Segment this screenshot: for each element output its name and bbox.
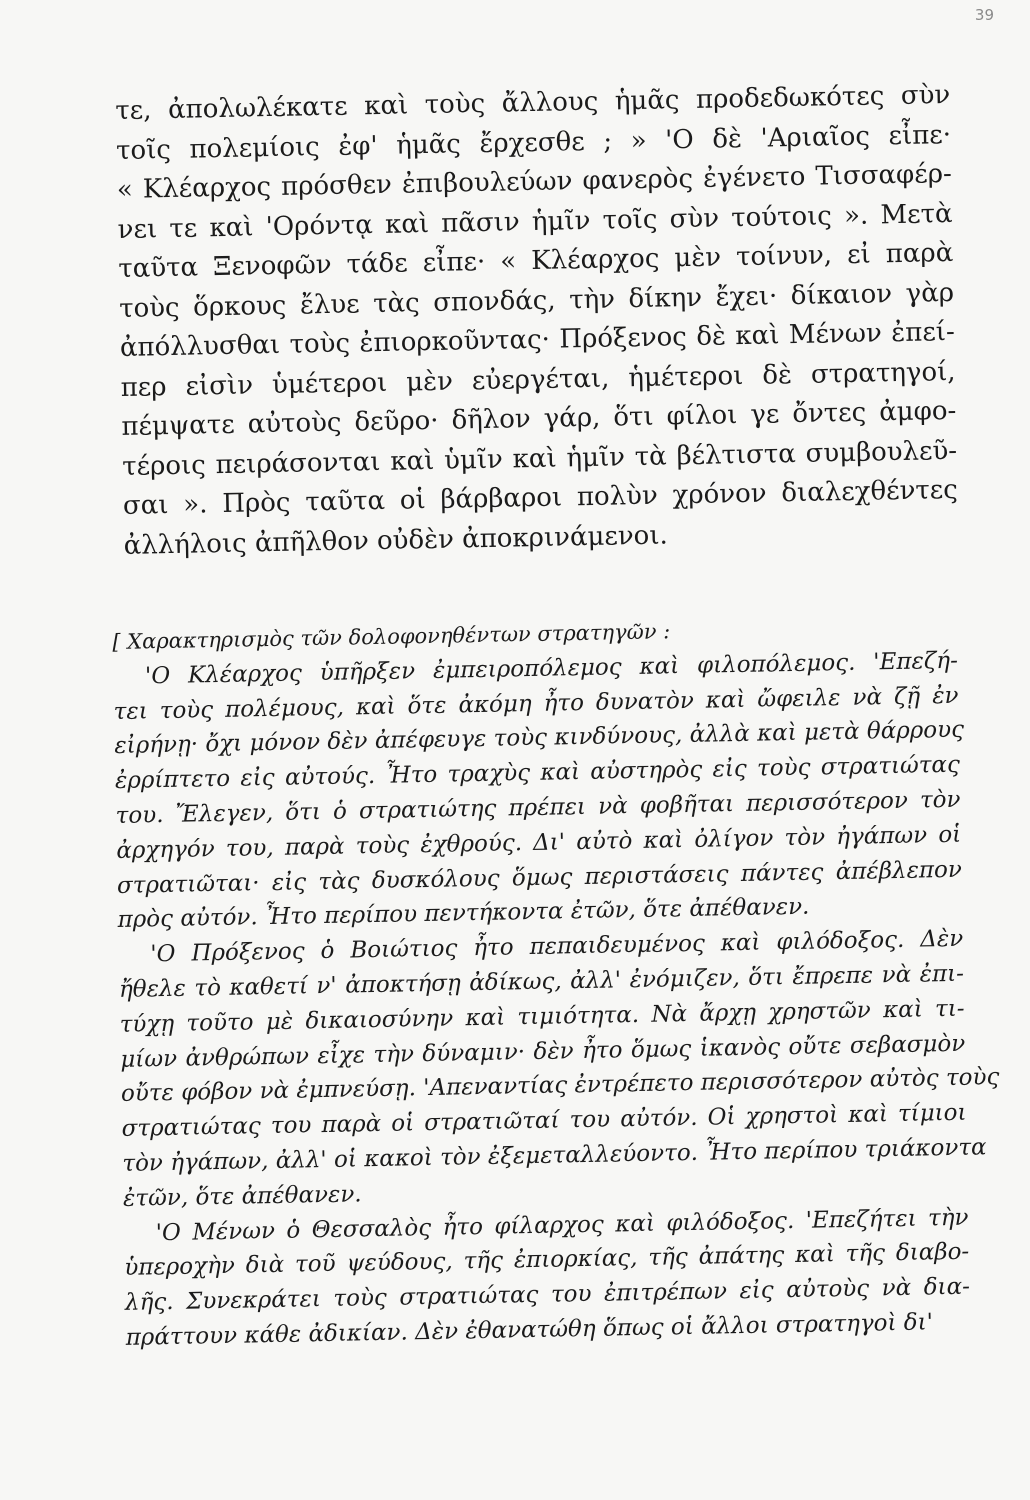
main-text-line: « Κλέαρχος πρόσθεν ἐπιβουλεύων φανερὸς ἐγένετο Τισσαφέρ- [116,158,953,205]
notes-line: 'Ο Μένων ὁ Θεσσαλὸς ἦτο φίλαρχος καὶ φιλόδοξος. 'Επεζήτει τὴν [155,1204,969,1246]
notes-section [112,609,1000,1356]
main-text-line: τοὺς ὅρκους ἔλυε τὰς σπονδάς, τὴν δίκην ἔχει· δίκαιον γὰρ [118,277,955,324]
main-text-line: περ εἰσὶν ὑμέτεροι μὲν εὐεργέται, ἡμέτεροι δὲ στρατηγοί, [120,356,956,403]
notes-line: 'Ο Πρόξενος ὁ Βοιώτιος ἦτο πεπαιδευμένος καὶ φιλόδοξος. Δὲν [150,925,964,968]
main-text-line: ἀπόλλυσθαι τοὺς ἐπιορκοῦντας· Πρόξενος δὲ καὶ Μένων ἐπεί- [119,316,956,363]
notes-line: τει τοὺς πολέμους, καὶ ὅτε ἀκόμη ἦτο δυνατὸν καὶ ὤφειλε νὰ ζῇ ἐν [113,682,959,725]
notes-line: στρατιῶται· εἰς τὰς δυσκόλους ὅμως περιστάσεις πάντες ἀπέβλεπον [116,856,963,899]
notes-line: οὔτε φόβον νὰ ἐμπνεύσῃ. 'Απεναντίας ἐντρέπετο περισσότερον αὐτὸς τοὺς [120,1064,1000,1108]
notes-line: ἀρχηγόν του, παρὰ τοὺς ἐχθρούς. Δι' αὐτὸ καὶ ὀλίγον τὸν ἠγάπων οἱ [116,821,962,864]
notes-line: λῆς. Συνεκράτει τοὺς στρατιώτας του ἐπιτρέπων εἰς αὐτοὺς νὰ δια- [124,1273,971,1317]
notes-line: ἤθελε τὸ καθετί ν' ἀποκτήσῃ ἀδίκως, ἀλλ' ἐνόμιζεν, ὅτι ἔπρεπε νὰ ἐπι- [118,960,965,1003]
notes-line: τύχῃ τοῦτο μὲ δικαιοσύνην καὶ τιμιότητα. Νὰ ἄρχῃ χρηστῶν καὶ τι- [119,995,965,1038]
notes-line: τὸν ἠγάπων, ἀλλ' οἱ κακοὶ τὸν ἐξεμεταλλεύοντο. Ἦτο περίπου τριάκοντα [122,1134,987,1177]
notes-heading: [ Χαρακτηρισμὸς τῶν δολοφονηθέντων στρατηγῶν : [112,619,671,654]
notes-line: ἐρρίπτετο εἰς αὐτούς. Ἦτο τραχὺς καὶ αὐστηρὸς εἰς τοὺς στρατιώτας [114,751,961,795]
notes-line: στρατιώτας του παρὰ οἱ στρατιῶταί του αὐτόν. Οἱ χρηστοὶ καὶ τίμιοι [121,1099,967,1143]
notes-line: ἐτῶν, ὅτε ἀπέθανεν. [122,1181,362,1212]
main-text-line: σαι ». Πρὸς ταῦτα οἱ βάρβαροι πολὺν χρόνον διαλεχθέντες [122,474,959,521]
main-text-line: τοῖς πολεμίοις ἐφ' ἡμᾶς ἔρχεσθε ; » 'Ο δὲ 'Αριαῖος εἶπε· [115,119,952,166]
main-text-line: πέμψατε αὐτοὺς δεῦρο· δῆλον γάρ, ὅτι φίλοι γε ὄντες ἀμφο- [121,395,957,442]
notes-line: πρὸς αὐτόν. Ἦτο περίπου πεντήκοντα ἐτῶν, ὅτε ἀπέθανεν. [117,894,810,934]
page-number: 39 [974,6,994,24]
main-text-line: ἀλλήλοις ἀπῆλθον οὐδὲν ἀποκρινάμενοι. [123,519,669,561]
main-text-line: τε, ἀπολωλέκατε καὶ τοὺς ἄλλους ἡμᾶς προδεδωκότες σὺν [115,79,951,126]
main-text-line: ταῦτα Ξενοφῶν τάδε εἶπε· « Κλέαρχος μὲν τοίνυν, εἰ παρὰ [118,237,954,284]
notes-line: μίων ἀνθρώπων εἶχε τὴν δύναμιν· δὲν ἦτο ὅμως ἱκανὸς οὔτε σεβασμὸν [120,1030,966,1073]
notes-line: εἰρήνῃ· ὄχι μόνον δὲν ἀπέφευγε τοὺς κινδύνους, ἀλλὰ καὶ μετὰ θάρρους [114,717,965,760]
notes-line: πράττουν κάθε ἀδικίαν. Δὲν ἐθανατώθη ὅπως οἱ ἄλλοι στρατηγοὶ δι' [125,1309,934,1351]
main-text-line: νει τε καὶ 'Ορόντᾳ καὶ πᾶσιν ἡμῖν τοῖς σὺν τούτοις ». Μετὰ [117,198,953,245]
main-text-line: τέροις πειράσονται καὶ ὑμῖν καὶ ἡμῖν τὰ βέλτιστα συμβουλεῦ- [121,435,958,482]
notes-line: ὑπεροχὴν διὰ τοῦ ψεύδους, τῆς ἐπιορκίας, τῆς ἀπάτης καὶ τῆς διαβο- [124,1239,970,1282]
main-text [115,76,959,566]
notes-line: του. Ἔλεγεν, ὅτι ὁ στρατιώτης πρέπει νὰ φοβῆται περισσότερον τὸν [115,786,961,829]
notes-line: 'Ο Κλέαρχος ὑπῆρξεν ἐμπειροπόλεμος καὶ φιλοπόλεμος. 'Επεζή- [144,647,959,690]
